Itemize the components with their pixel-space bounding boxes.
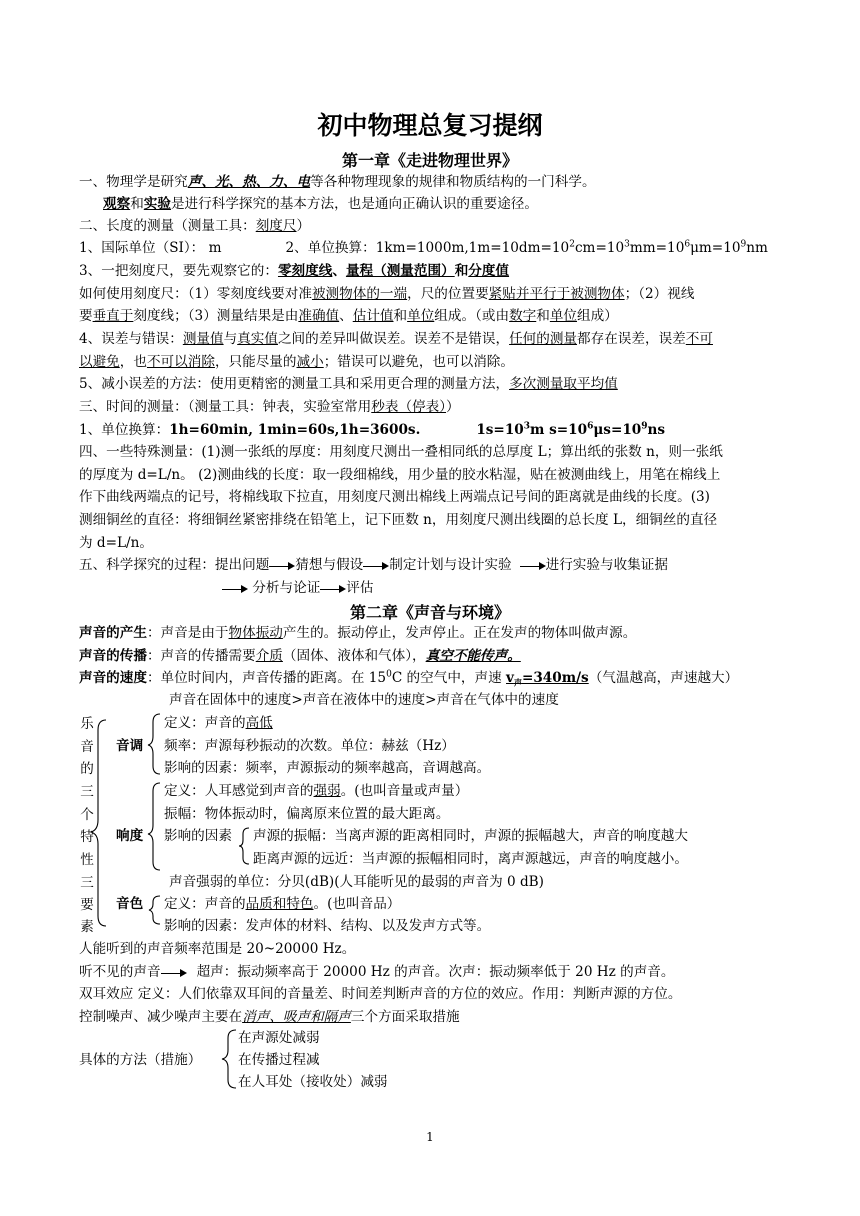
page-title: 初中物理总复习提纲	[317, 111, 543, 140]
noise-control: 控制噪声、减少噪声主要在消声、吸声和隔声三个方面采取措施	[79, 1009, 460, 1025]
vertical-char: 个	[80, 807, 94, 823]
ch1-line-10: 5、减小误差的方法：使用更精密的测量工具和采用更合理的测量方法，多次测量取平均值	[79, 376, 618, 392]
vertical-char: 特	[80, 829, 94, 845]
ch2-sound-production: 声音的产生：声音是由于物体振动产生的。振动停止，发声停止。正在发声的物体叫做声源。	[79, 625, 637, 641]
chapter2-heading: 第二章《声音与环境》	[349, 603, 510, 622]
timbre-label: 音色	[116, 896, 144, 912]
ch1-line-4: 1、国际单位（SI）： m 2、单位换算：$1km=1000m,1m=10dm=10^2cm=10^3mm=10^6\mu m=10^9nm$	[79, 239, 768, 256]
ch2-sound-propagation: 声音的传播：声音的传播需要介质（固体、液体和气体），真空不能传声。	[79, 648, 521, 664]
ch1-line-13: 四、一些特殊测量：(1)测一张纸的厚度：用刻度尺测出一叠相同纸的总厚度 L；算出纸的张数 n，则一张纸	[79, 444, 723, 460]
loudness-amplitude: 振幅：物体振动时，偏离原来位置的最大距离。	[164, 806, 450, 822]
timbre-definition: 定义：声音的品质和特色。(也叫音品）	[164, 896, 401, 912]
chapter1-heading: 第一章《走进物理世界》	[341, 151, 518, 170]
loudness-unit: 声音强弱的单位：分贝(dB)(人耳能听见的最弱的声音为 0 dB)	[169, 874, 544, 890]
page-number: 1	[426, 1130, 434, 1144]
ch1-line-17: 为 d=L/n。	[79, 535, 153, 551]
ch1-line-5: 3、一把刻度尺，要先观察它的：零刻度线、量程（测量范围）和分度值	[79, 263, 510, 279]
loudness-factor-distance: 距离声源的远近：当声源的振幅相同时，离声源越远，声音的响度越小。	[253, 851, 688, 867]
method-label: 具体的方法（措施）	[79, 1052, 202, 1068]
ch1-line-6: 如何使用刻度尺：（1）零刻度线要对准被测物体的一端，尺的位置要紧贴并平行于被测物体；（2）视线	[79, 286, 695, 302]
ch2-speed-order: 声音在固体中的速度>声音在液体中的速度>声音在气体中的速度	[169, 692, 559, 708]
ch1-line-18: 五、科学探究的过程：提出问题 猜想与假设 制定计划与设计实验 进行实验与收集证据	[79, 557, 668, 573]
ch2-sound-speed: 声音的速度：单位时间内，声音传播的距离。在 $15^0C$ 的空气中，声速 $v_声=340m/s$（气温越高，声速越大）	[79, 669, 739, 688]
vertical-char: 素	[80, 919, 94, 935]
arrow-icon	[161, 968, 187, 978]
loudness-factors: 影响的因素	[164, 828, 232, 844]
ch1-line-1: 一、物理学是研究声、光、热、力、电等各种物理现象的规律和物质结构的一门科学。	[79, 174, 596, 190]
vertical-char: 乐	[80, 716, 94, 732]
ch1-line-2: 观察和实验是进行科学探究的基本方法，也是通向正确认识的重要途径。	[103, 196, 538, 212]
method-item: 在传播过程减	[238, 1052, 320, 1068]
ch1-line-14: 的厚度为 d=L/n。 (2)测曲线的长度：取一段细棉线，用少量的胶水粘湿，贴在被测曲线上，用笔在棉线上	[79, 467, 721, 483]
ch1-line-11: 三、时间的测量：（测量工具：钟表，实验室常用秒表（停表））	[79, 399, 460, 415]
vertical-char: 性	[80, 852, 94, 868]
binaural-effect: 双耳效应 定义：人们依靠双耳间的音量差、时间差判断声音的方位的效应。作用：判断声源的方位。	[79, 986, 682, 1002]
pitch-factors: 影响的因素：频率，声源振动的频率越高，音调越高。	[164, 760, 491, 776]
loudness-definition: 定义：人耳感觉到声音的强弱。(也叫音量或声量）	[164, 783, 469, 799]
ch1-line-9: 以避免，也不可以消除，只能尽量的减小；错误可以避免，也可以消除。	[79, 354, 514, 370]
inaudible-sound: 听不见的声音 超声：振动频率高于 20000 Hz 的声音。次声：振动频率低于 20 Hz 的声音。	[79, 964, 675, 980]
ch1-line-15: 作下曲线两端点的记号，将棉线取下拉直，用刻度尺测出棉线上两端点记号间的距离就是曲线的长度。(3)	[79, 489, 710, 505]
ch1-line-12: 1、单位换算：1h=60min, 1min=60s,1h=3600s. $1s=10^3m$ $s=10^6\mu s=10^9ns$	[79, 421, 666, 438]
method-item: 在人耳处（接收处）减弱	[238, 1074, 388, 1090]
method-item: 在声源处减弱	[238, 1030, 320, 1046]
pitch-definition: 定义：声音的高低	[164, 715, 273, 731]
ch1-line-3: 二、长度的测量（测量工具：刻度尺）	[79, 218, 311, 234]
vertical-char: 三	[80, 875, 94, 891]
vertical-char: 音	[80, 739, 94, 755]
ch1-line-8: 4、误差与错误：测量值与真实值之间的差异叫做误差。误差不是错误，任何的测量都存在误差，误差不可	[79, 331, 713, 347]
timbre-factors: 影响的因素：发声体的材料、结构、以及发声方式等。	[164, 918, 491, 934]
loudness-label: 响度	[116, 828, 144, 844]
ch1-line-7: 要垂直于刻度线；（3）测量结果是由准确值、估计值和单位组成。（或由数字和单位组成）	[79, 308, 618, 324]
vertical-char: 三	[80, 784, 94, 800]
vertical-char: 要	[80, 897, 94, 913]
pitch-label: 音调	[116, 738, 144, 754]
pitch-frequency: 频率：声源每秒振动的次数。单位：赫兹（Hz）	[164, 738, 455, 754]
hearing-range: 人能听到的声音频率范围是 20~20000 Hz。	[79, 941, 356, 957]
loudness-factor-amplitude: 声源的振幅：当离声源的距离相同时，声源的振幅越大，声音的响度越大	[253, 828, 688, 844]
ch1-line-16: 测细铜丝的直径：将细铜丝紧密排绕在铅笔上，记下匝数 n，用刻度尺测出线圈的总长度 L，细铜丝的直径	[79, 512, 718, 528]
vertical-char: 的	[80, 761, 94, 777]
ch1-line-19: 分析与论证 评估	[222, 577, 790, 599]
